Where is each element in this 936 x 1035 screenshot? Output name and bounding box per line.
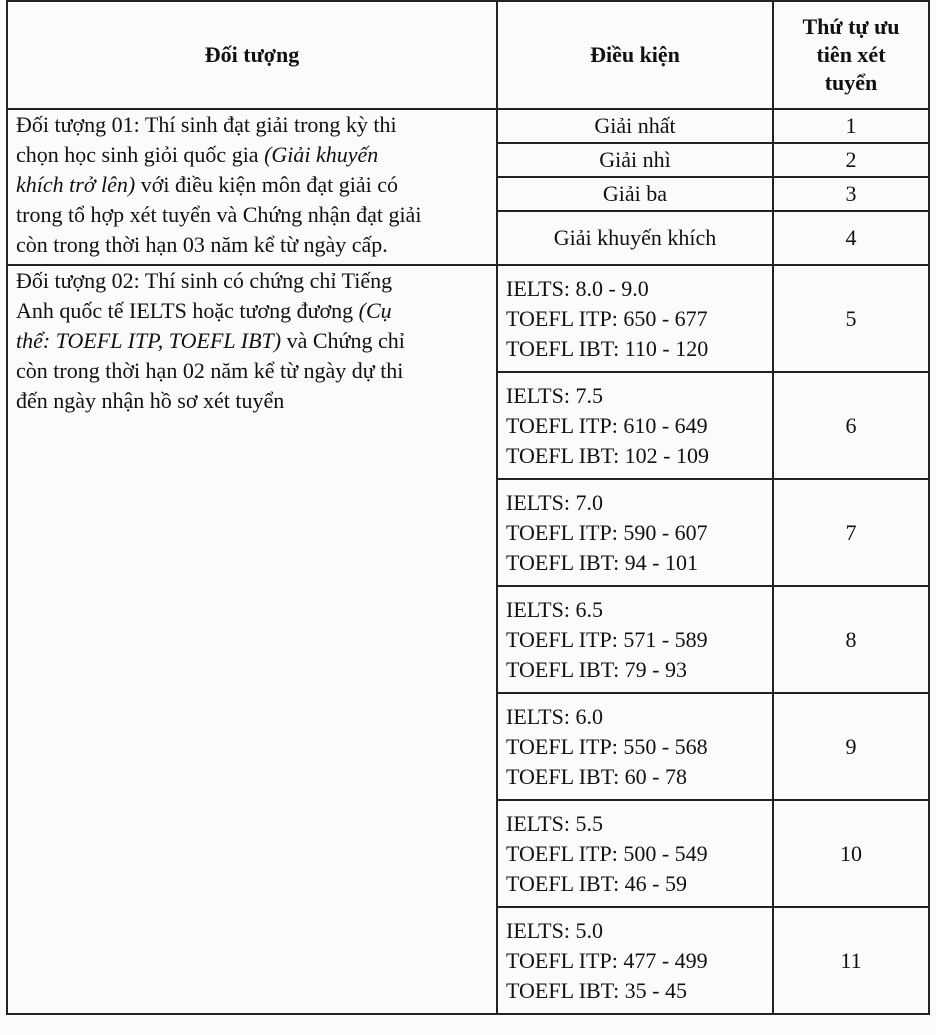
itp-score: TOEFL ITP: 590 - 607: [506, 519, 708, 545]
plain-text: còn trong thời hạn 03 năm kể từ ngày cấp.: [16, 232, 388, 257]
description-line: [16, 386, 488, 416]
header-priority-order: [773, 1, 929, 109]
priority-cell: 1: [773, 109, 929, 143]
condition-cell: Giải khuyến khích: [497, 211, 773, 265]
header-priority-line: tuyển: [824, 70, 878, 95]
description-line: [16, 110, 488, 140]
itp-score: TOEFL ITP: 477 - 499: [506, 947, 708, 973]
plain-text: chọn học sinh giỏi quốc gia: [16, 142, 265, 167]
group1-description: [7, 109, 497, 265]
header-row: [7, 1, 929, 109]
priority-cell: 2: [773, 143, 929, 177]
certificate-condition-cell: [497, 907, 773, 1014]
condition-cell: Giải ba: [497, 177, 773, 211]
itp-score: TOEFL ITP: 650 - 677: [506, 305, 708, 331]
plain-text: Đối tượng 01: Thí sinh đạt giải trong kỳ thi: [16, 112, 397, 137]
admission-priority-table: [6, 0, 930, 1015]
description-line: [16, 230, 488, 260]
priority-cell: 11: [773, 907, 929, 1014]
header-priority-line: Thứ tự ưu: [802, 14, 900, 39]
ibt-score: TOEFL IBT: 46 - 59: [506, 870, 688, 896]
ibt-score: TOEFL IBT: 94 - 101: [506, 549, 699, 575]
priority-cell: 9: [773, 693, 929, 800]
ibt-score: TOEFL IBT: 60 - 78: [506, 763, 688, 789]
ibt-score: TOEFL IBT: 110 - 120: [506, 335, 709, 361]
description-line: [16, 140, 488, 170]
description-line: [16, 170, 488, 200]
ielts-score: IELTS: 5.0: [506, 917, 603, 943]
plain-text: với điều kiện môn đạt giải có: [135, 172, 399, 197]
ibt-score: TOEFL IBT: 102 - 109: [506, 442, 710, 468]
description-line: [16, 266, 488, 296]
priority-cell: 5: [773, 265, 929, 372]
plain-text: và Chứng chỉ: [281, 328, 405, 353]
condition-cell: Giải nhất: [497, 109, 773, 143]
plain-text: Anh quốc tế IELTS hoặc tương đương: [16, 298, 359, 323]
priority-cell: 4: [773, 211, 929, 265]
priority-cell: 3: [773, 177, 929, 211]
plain-text: còn trong thời hạn 02 năm kể từ ngày dự thi: [16, 358, 404, 383]
ielts-score: IELTS: 6.0: [506, 703, 603, 729]
certificate-condition-cell: [497, 372, 773, 479]
group2-description: [7, 265, 497, 1014]
itp-score: TOEFL ITP: 610 - 649: [506, 412, 708, 438]
certificate-condition-cell: [497, 693, 773, 800]
ielts-score: IELTS: 8.0 - 9.0: [506, 275, 649, 301]
table-row: [7, 265, 929, 372]
itp-score: TOEFL ITP: 500 - 549: [506, 840, 708, 866]
certificate-condition-cell: [497, 265, 773, 372]
italic-text: (Cụ: [358, 298, 392, 323]
condition-cell: Giải nhì: [497, 143, 773, 177]
table-row: [7, 109, 929, 143]
ibt-score: TOEFL IBT: 79 - 93: [506, 656, 688, 682]
ielts-score: IELTS: 7.0: [506, 489, 603, 515]
priority-cell: 6: [773, 372, 929, 479]
ielts-score: IELTS: 5.5: [506, 810, 603, 836]
description-line: [16, 200, 488, 230]
plain-text: trong tổ hợp xét tuyển và Chứng nhận đạt giải: [16, 202, 422, 227]
certificate-condition-cell: [497, 800, 773, 907]
priority-cell: 8: [773, 586, 929, 693]
description-line: [16, 296, 488, 326]
header-condition: Điều kiện: [497, 1, 773, 109]
ielts-score: IELTS: 7.5: [506, 382, 603, 408]
description-line: [16, 326, 488, 356]
ielts-score: IELTS: 6.5: [506, 596, 603, 622]
itp-score: TOEFL ITP: 571 - 589: [506, 626, 708, 652]
ibt-score: TOEFL IBT: 35 - 45: [506, 977, 688, 1003]
certificate-condition-cell: [497, 479, 773, 586]
italic-text: (Giải khuyến: [264, 142, 379, 167]
certificate-condition-cell: [497, 586, 773, 693]
priority-cell: 10: [773, 800, 929, 907]
plain-text: Đối tượng 02: Thí sinh có chứng chỉ Tiếng: [16, 268, 393, 293]
italic-text: thể: TOEFL ITP, TOEFL IBT): [16, 328, 282, 353]
description-line: [16, 356, 488, 386]
priority-cell: 7: [773, 479, 929, 586]
header-target-group: Đối tượng: [7, 1, 497, 109]
header-priority-line: tiên xét: [816, 42, 886, 67]
table-body: [7, 109, 929, 1014]
itp-score: TOEFL ITP: 550 - 568: [506, 733, 708, 759]
plain-text: đến ngày nhận hồ sơ xét tuyển: [16, 388, 285, 413]
italic-text: khích trở lên): [16, 172, 136, 197]
